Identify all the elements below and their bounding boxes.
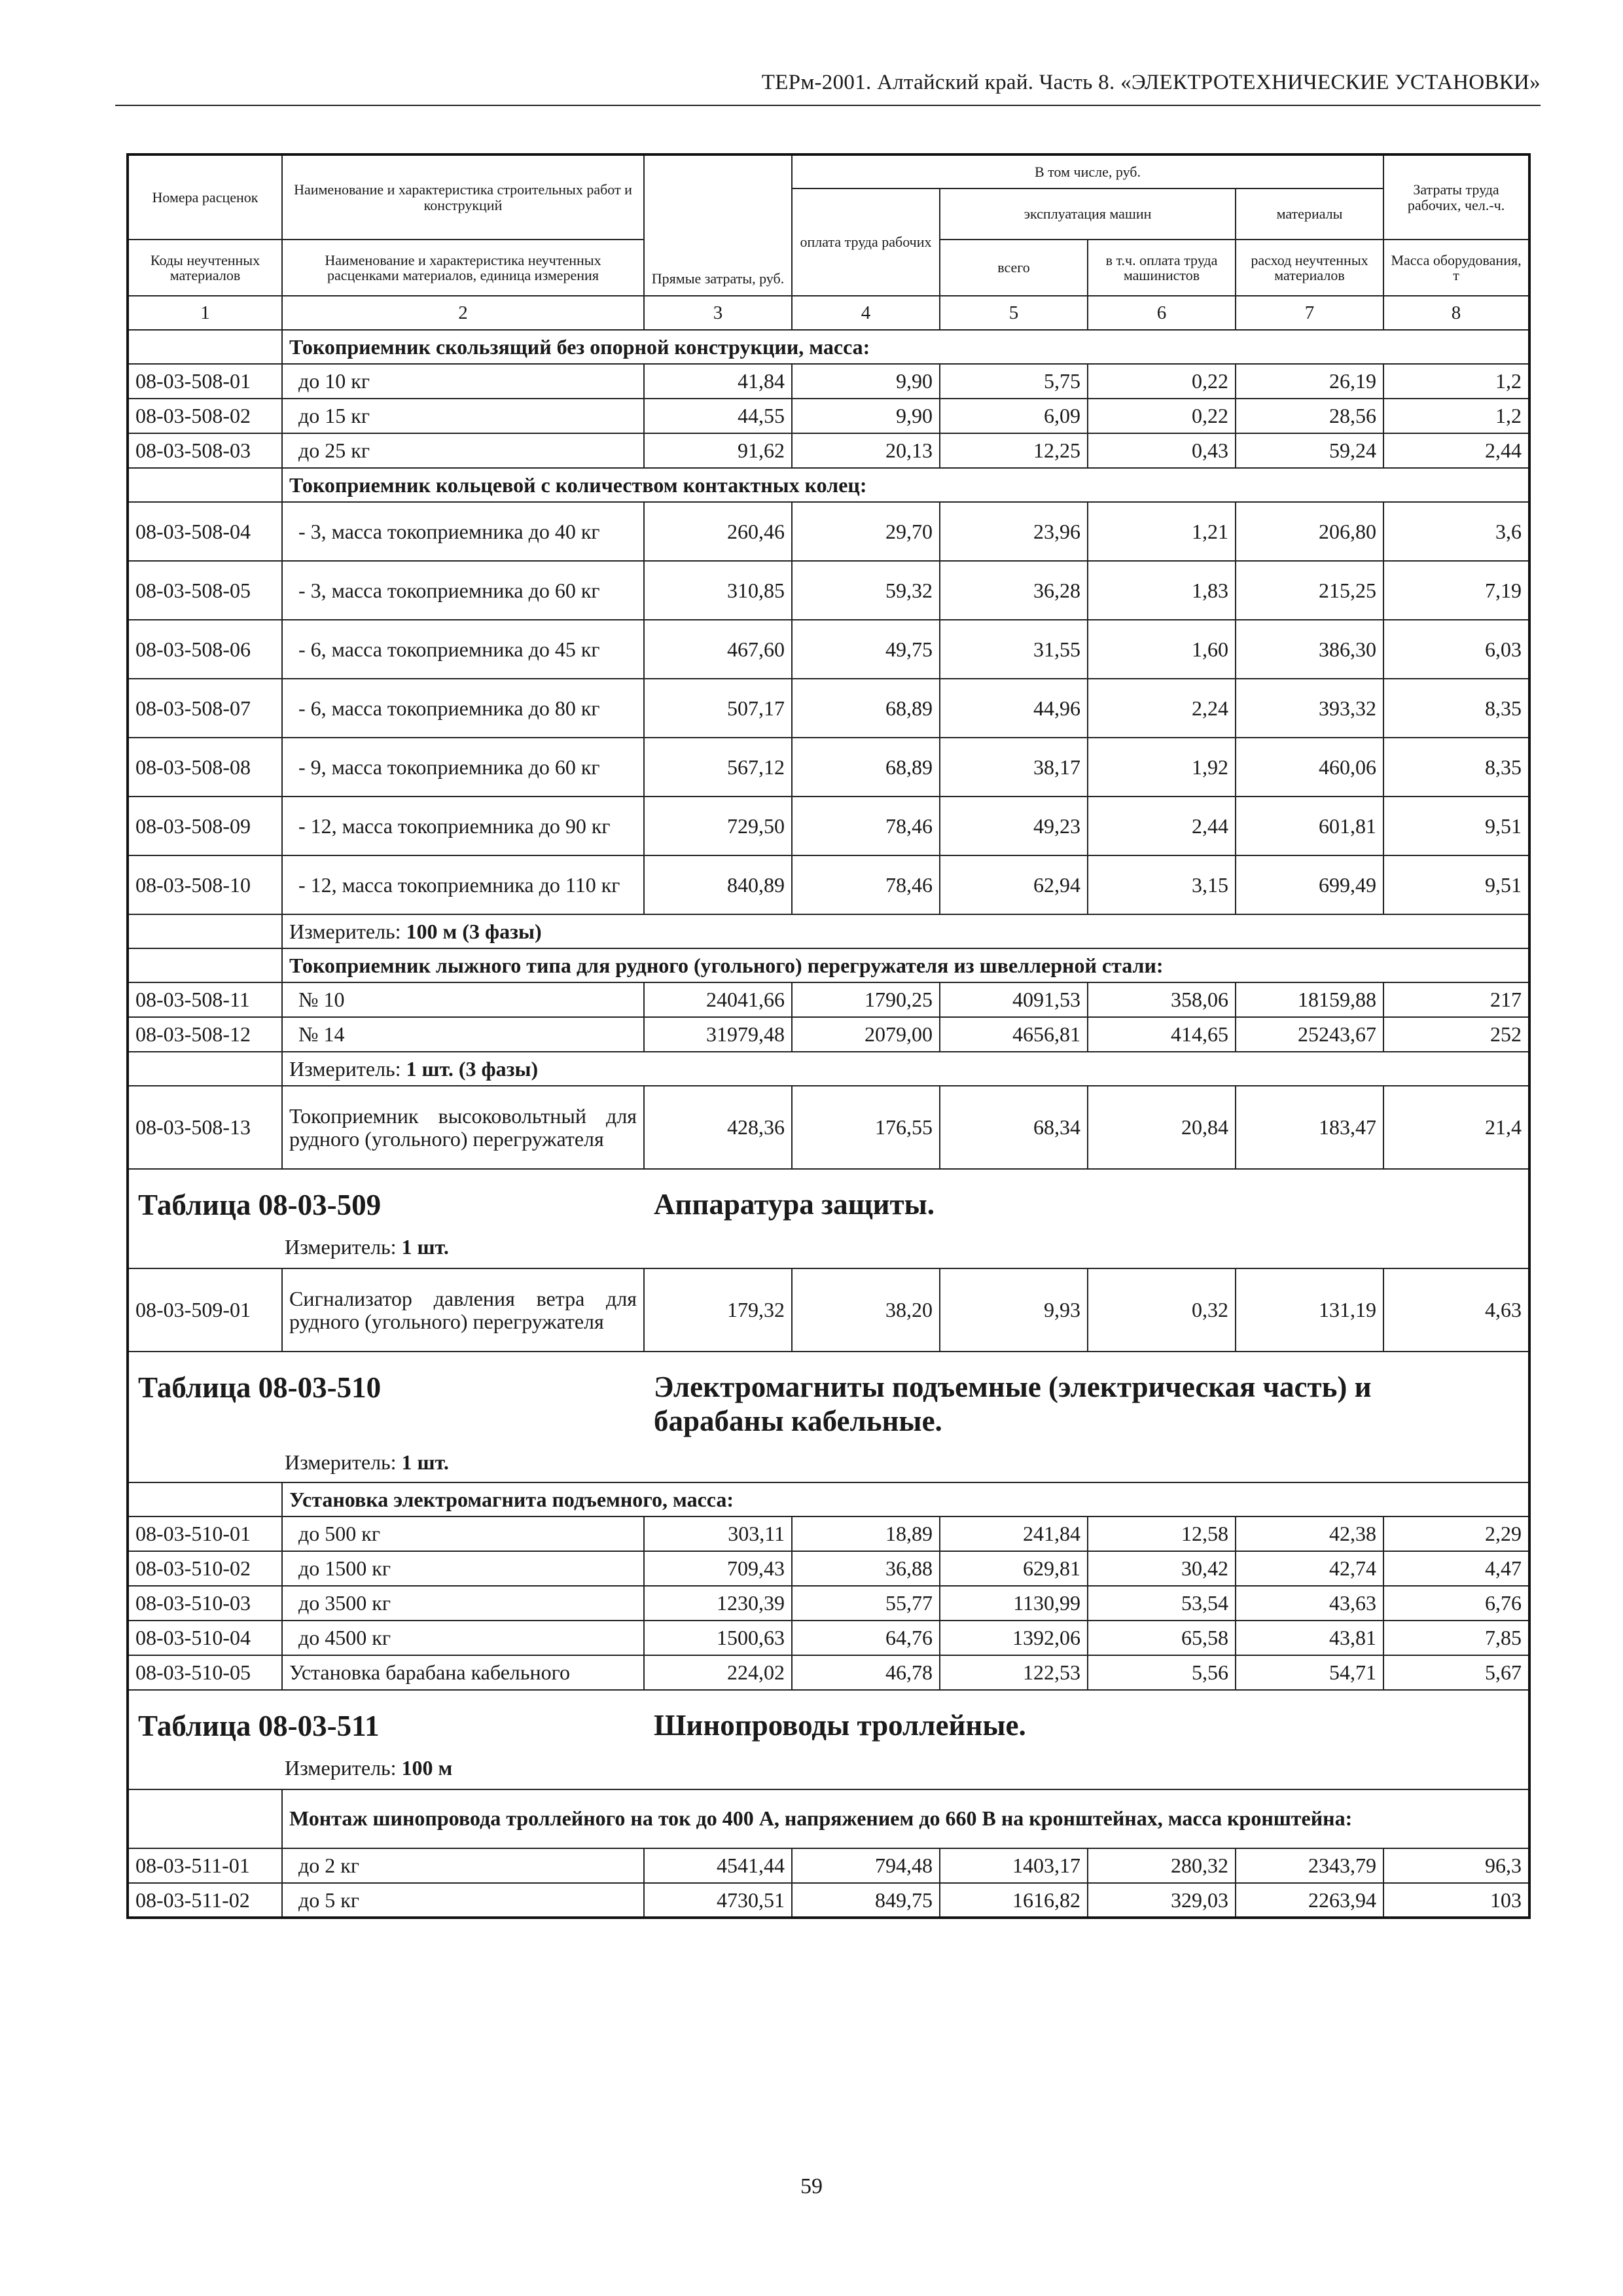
labor-cost: 20,13: [792, 433, 940, 468]
rate-code: 08-03-508-11: [128, 982, 282, 1017]
materials-cost: 183,47: [1236, 1086, 1383, 1169]
rate-code: 08-03-510-05: [128, 1655, 282, 1690]
rate-name: до 2 кг: [282, 1848, 644, 1883]
table-row: [128, 1551, 1529, 1586]
labor-hours: 8,35: [1383, 679, 1529, 738]
header-col5: всего: [940, 240, 1088, 296]
machine-cost: 629,81: [940, 1551, 1088, 1586]
labor-hours: 9,51: [1383, 797, 1529, 855]
machine-cost: 122,53: [940, 1655, 1088, 1690]
header-col8-bottom: Масса оборудования, т: [1383, 240, 1529, 296]
section-row: [128, 948, 1529, 982]
materials-cost: 206,80: [1236, 502, 1383, 561]
labor-cost: 38,20: [792, 1268, 940, 1352]
table-title: Шинопроводы троллейные.: [654, 1709, 1026, 1742]
rate-code: 08-03-510-01: [128, 1516, 282, 1551]
rate-name: - 3, масса токоприемника до 40 кг: [282, 502, 644, 561]
rate-name: - 12, масса токоприемника до 110 кг: [282, 855, 644, 914]
header-col7: расход неучтенных материалов: [1236, 240, 1383, 296]
table-row: [128, 1586, 1529, 1621]
machine-cost: 44,96: [940, 679, 1088, 738]
machinist-cost: 65,58: [1088, 1621, 1236, 1655]
materials-cost: 393,32: [1236, 679, 1383, 738]
rate-name: - 6, масса токоприемника до 80 кг: [282, 679, 644, 738]
rate-name: до 25 кг: [282, 433, 644, 468]
labor-cost: 78,46: [792, 797, 940, 855]
rate-name: - 3, масса токоприемника до 60 кг: [282, 561, 644, 620]
rate-name: до 5 кг: [282, 1883, 644, 1918]
direct-cost: 31979,48: [644, 1017, 792, 1052]
meter-label: Измеритель:: [285, 1235, 397, 1259]
table-row: [128, 1848, 1529, 1883]
rate-code: 08-03-508-05: [128, 561, 282, 620]
machinist-cost: 1,60: [1088, 620, 1236, 679]
labor-hours: 9,51: [1383, 855, 1529, 914]
materials-cost: 699,49: [1236, 855, 1383, 914]
direct-cost: 41,84: [644, 364, 792, 399]
machine-cost: 68,34: [940, 1086, 1088, 1169]
meter-value: 100 м: [401, 1756, 453, 1780]
labor-cost: 849,75: [792, 1883, 940, 1918]
meter-row: [128, 914, 1529, 948]
materials-cost: 460,06: [1236, 738, 1383, 797]
section-title: Токоприемник скользящий без опорной конструкции, масса:: [282, 330, 1529, 364]
section-row: [128, 1482, 1529, 1516]
header-machines: эксплуатация машин: [940, 188, 1236, 240]
machine-cost: 4656,81: [940, 1017, 1088, 1052]
table-row: [128, 502, 1529, 561]
table-row: [128, 738, 1529, 797]
meter-value: 100 м (3 фазы): [406, 919, 542, 943]
rate-name: до 4500 кг: [282, 1621, 644, 1655]
rate-name: - 6, масса токоприемника до 45 кг: [282, 620, 644, 679]
materials-cost: 42,38: [1236, 1516, 1383, 1551]
labor-cost: 18,89: [792, 1516, 940, 1551]
machine-cost: 1130,99: [940, 1586, 1088, 1621]
header-col3: Прямые затраты, руб.: [644, 154, 792, 296]
running-head: ТЕРм-2001. Алтайский край. Часть 8. «ЭЛЕКТРОТЕХНИЧЕСКИЕ УСТАНОВКИ»: [761, 71, 1541, 94]
labor-cost: 9,90: [792, 399, 940, 433]
direct-cost: 179,32: [644, 1268, 792, 1352]
section-title: Токоприемник лыжного типа для рудного (угольного) перегружателя из швеллерной стали:: [282, 948, 1529, 982]
rate-name: до 3500 кг: [282, 1586, 644, 1621]
labor-hours: 96,3: [1383, 1848, 1529, 1883]
machine-cost: 1616,82: [940, 1883, 1088, 1918]
direct-cost: 24041,66: [644, 982, 792, 1017]
direct-cost: 44,55: [644, 399, 792, 433]
rate-code: 08-03-508-09: [128, 797, 282, 855]
direct-cost: 467,60: [644, 620, 792, 679]
rate-name: № 14: [282, 1017, 644, 1052]
machinist-cost: 3,15: [1088, 855, 1236, 914]
column-number: 5: [940, 296, 1088, 330]
machine-cost: 23,96: [940, 502, 1088, 561]
direct-cost: 4730,51: [644, 1883, 792, 1918]
rate-code: 08-03-508-02: [128, 399, 282, 433]
machinist-cost: 5,56: [1088, 1655, 1236, 1690]
rate-code: 08-03-511-01: [128, 1848, 282, 1883]
rate-code: 08-03-508-12: [128, 1017, 282, 1052]
section-title: Токоприемник кольцевой с количеством контактных колец:: [282, 468, 1529, 502]
labor-cost: 1790,25: [792, 982, 940, 1017]
header-col1-bottom: Коды неучтенных материалов: [128, 240, 282, 296]
table-509-heading-row: [128, 1169, 1529, 1268]
meter-value: 1 шт.: [401, 1450, 449, 1474]
column-numbers-row: [128, 296, 1529, 330]
meter-value: 1 шт.: [401, 1235, 449, 1259]
section-row: [128, 468, 1529, 502]
rate-name: № 10: [282, 982, 644, 1017]
machine-cost: 9,93: [940, 1268, 1088, 1352]
labor-hours: 6,03: [1383, 620, 1529, 679]
direct-cost: 260,46: [644, 502, 792, 561]
meter-value: 1 шт. (3 фазы): [406, 1056, 539, 1081]
rate-name: Токоприемник высоковольтный для рудного (угольного) перегружателя: [282, 1086, 644, 1169]
table-row: [128, 1883, 1529, 1918]
machine-cost: 38,17: [940, 738, 1088, 797]
labor-cost: 64,76: [792, 1621, 940, 1655]
machine-cost: 62,94: [940, 855, 1088, 914]
machine-cost: 4091,53: [940, 982, 1088, 1017]
rate-code: 08-03-508-07: [128, 679, 282, 738]
labor-hours: 3,6: [1383, 502, 1529, 561]
direct-cost: 310,85: [644, 561, 792, 620]
rate-name: до 10 кг: [282, 364, 644, 399]
table-row: [128, 1655, 1529, 1690]
materials-cost: 601,81: [1236, 797, 1383, 855]
table-row: [128, 433, 1529, 468]
machinist-cost: 0,32: [1088, 1268, 1236, 1352]
machinist-cost: 20,84: [1088, 1086, 1236, 1169]
rates-table: [126, 153, 1531, 1919]
machinist-cost: 1,92: [1088, 738, 1236, 797]
labor-hours: 1,2: [1383, 399, 1529, 433]
table-row: [128, 1621, 1529, 1655]
rate-name: до 500 кг: [282, 1516, 644, 1551]
rate-code: 08-03-508-03: [128, 433, 282, 468]
rate-code: 08-03-508-13: [128, 1086, 282, 1169]
machinist-cost: 2,24: [1088, 679, 1236, 738]
table-row: [128, 561, 1529, 620]
rate-name: - 9, масса токоприемника до 60 кг: [282, 738, 644, 797]
section-row: [128, 1789, 1529, 1848]
section-title: Монтаж шинопровода троллейного на ток до 400 А, напряжением до 660 В на кронштейнах, масса кронштейна:: [282, 1789, 1529, 1848]
machine-cost: 49,23: [940, 797, 1088, 855]
machinist-cost: 1,83: [1088, 561, 1236, 620]
direct-cost: 224,02: [644, 1655, 792, 1690]
table-row: [128, 982, 1529, 1017]
materials-cost: 18159,88: [1236, 982, 1383, 1017]
labor-hours: 7,19: [1383, 561, 1529, 620]
labor-hours: 8,35: [1383, 738, 1529, 797]
section-row: [128, 330, 1529, 364]
labor-cost: 55,77: [792, 1586, 940, 1621]
meter-row: [128, 1052, 1529, 1086]
labor-hours: 7,85: [1383, 1621, 1529, 1655]
labor-cost: 68,89: [792, 679, 940, 738]
rate-code: 08-03-510-04: [128, 1621, 282, 1655]
header-col2-top: Наименование и характеристика строительных работ и конструкций: [282, 154, 644, 240]
direct-cost: 729,50: [644, 797, 792, 855]
labor-cost: 68,89: [792, 738, 940, 797]
labor-hours: 103: [1383, 1883, 1529, 1918]
table-row: [128, 797, 1529, 855]
header-col6: в т.ч. оплата труда машинистов: [1088, 240, 1236, 296]
machinist-cost: 280,32: [1088, 1848, 1236, 1883]
machinist-cost: 1,21: [1088, 502, 1236, 561]
labor-hours: 1,2: [1383, 364, 1529, 399]
table-511-heading-row: [128, 1690, 1529, 1789]
column-number: 2: [282, 296, 644, 330]
rate-name: до 1500 кг: [282, 1551, 644, 1586]
table-number: Таблица 08-03-509: [138, 1189, 382, 1221]
meter-label: Измеритель:: [289, 1056, 401, 1081]
labor-hours: 4,47: [1383, 1551, 1529, 1586]
section-title: Установка электромагнита подъемного, масса:: [282, 1482, 1529, 1516]
materials-cost: 131,19: [1236, 1268, 1383, 1352]
rate-code: 08-03-510-03: [128, 1586, 282, 1621]
column-number: 6: [1088, 296, 1236, 330]
table-row: [128, 364, 1529, 399]
labor-cost: 176,55: [792, 1086, 940, 1169]
machine-cost: 6,09: [940, 399, 1088, 433]
materials-cost: 2343,79: [1236, 1848, 1383, 1883]
table-row: [128, 1017, 1529, 1052]
header-col8-top: Затраты труда рабочих, чел.-ч.: [1383, 154, 1529, 240]
direct-cost: 507,17: [644, 679, 792, 738]
machinist-cost: 414,65: [1088, 1017, 1236, 1052]
column-number: 8: [1383, 296, 1529, 330]
header-incl: В том числе, руб.: [792, 154, 1383, 188]
labor-hours: 5,67: [1383, 1655, 1529, 1690]
materials-cost: 43,63: [1236, 1586, 1383, 1621]
machinist-cost: 12,58: [1088, 1516, 1236, 1551]
header-rule: [115, 105, 1541, 106]
labor-cost: 78,46: [792, 855, 940, 914]
rate-name: до 15 кг: [282, 399, 644, 433]
materials-cost: 54,71: [1236, 1655, 1383, 1690]
machine-cost: 36,28: [940, 561, 1088, 620]
labor-hours: 2,29: [1383, 1516, 1529, 1551]
table-row: [128, 1086, 1529, 1169]
rate-code: 08-03-509-01: [128, 1268, 282, 1352]
labor-cost: 794,48: [792, 1848, 940, 1883]
table-title: Аппаратура защиты.: [654, 1188, 935, 1221]
labor-cost: 9,90: [792, 364, 940, 399]
rate-code: 08-03-508-01: [128, 364, 282, 399]
rate-code: 08-03-508-08: [128, 738, 282, 797]
materials-cost: 26,19: [1236, 364, 1383, 399]
materials-cost: 215,25: [1236, 561, 1383, 620]
page-number: 59: [800, 2174, 823, 2198]
table-number: Таблица 08-03-510: [138, 1371, 382, 1404]
header-materials: материалы: [1236, 188, 1383, 240]
rate-name: Сигнализатор давления ветра для рудного (угольного) перегружателя: [282, 1268, 644, 1352]
labor-cost: 2079,00: [792, 1017, 940, 1052]
machine-cost: 12,25: [940, 433, 1088, 468]
meter-label: Измеритель:: [285, 1756, 397, 1780]
rate-name: - 12, масса токоприемника до 90 кг: [282, 797, 644, 855]
rate-code: 08-03-508-06: [128, 620, 282, 679]
labor-cost: 49,75: [792, 620, 940, 679]
materials-cost: 28,56: [1236, 399, 1383, 433]
column-number: 7: [1236, 296, 1383, 330]
table-row: [128, 620, 1529, 679]
rate-name: Установка барабана кабельного: [282, 1655, 644, 1690]
materials-cost: 2263,94: [1236, 1883, 1383, 1918]
table-row: [128, 1516, 1529, 1551]
materials-cost: 386,30: [1236, 620, 1383, 679]
labor-hours: 2,44: [1383, 433, 1529, 468]
direct-cost: 428,36: [644, 1086, 792, 1169]
labor-cost: 36,88: [792, 1551, 940, 1586]
machinist-cost: 0,22: [1088, 364, 1236, 399]
machinist-cost: 358,06: [1088, 982, 1236, 1017]
materials-cost: 42,74: [1236, 1551, 1383, 1586]
labor-hours: 6,76: [1383, 1586, 1529, 1621]
table-number: Таблица 08-03-511: [138, 1710, 380, 1742]
labor-hours: 21,4: [1383, 1086, 1529, 1169]
labor-hours: 4,63: [1383, 1268, 1529, 1352]
rate-code: 08-03-508-04: [128, 502, 282, 561]
rate-code: 08-03-511-02: [128, 1883, 282, 1918]
machinist-cost: 329,03: [1088, 1883, 1236, 1918]
materials-cost: 43,81: [1236, 1621, 1383, 1655]
rate-code: 08-03-508-10: [128, 855, 282, 914]
direct-cost: 567,12: [644, 738, 792, 797]
machine-cost: 1392,06: [940, 1621, 1088, 1655]
table-row: [128, 399, 1529, 433]
direct-cost: 840,89: [644, 855, 792, 914]
machine-cost: 5,75: [940, 364, 1088, 399]
machine-cost: 31,55: [940, 620, 1088, 679]
machine-cost: 1403,17: [940, 1848, 1088, 1883]
materials-cost: 59,24: [1236, 433, 1383, 468]
labor-cost: 29,70: [792, 502, 940, 561]
header-col4: оплата труда рабочих: [792, 188, 940, 296]
column-number: 1: [128, 296, 282, 330]
rate-code: 08-03-510-02: [128, 1551, 282, 1586]
header-col1-top: Номера расценок: [128, 154, 282, 240]
table-row: [128, 1268, 1529, 1352]
table-row: [128, 855, 1529, 914]
materials-cost: 25243,67: [1236, 1017, 1383, 1052]
labor-cost: 46,78: [792, 1655, 940, 1690]
direct-cost: 91,62: [644, 433, 792, 468]
labor-hours: 252: [1383, 1017, 1529, 1052]
meter-label: Измеритель:: [285, 1450, 397, 1474]
direct-cost: 1500,63: [644, 1621, 792, 1655]
direct-cost: 709,43: [644, 1551, 792, 1586]
labor-cost: 59,32: [792, 561, 940, 620]
machinist-cost: 53,54: [1088, 1586, 1236, 1621]
meter-label: Измеритель:: [289, 919, 401, 943]
direct-cost: 303,11: [644, 1516, 792, 1551]
column-number: 3: [644, 296, 792, 330]
machinist-cost: 0,43: [1088, 433, 1236, 468]
column-number: 4: [792, 296, 940, 330]
table-row: [128, 679, 1529, 738]
table-title: Электромагниты подъемные (электрическая часть) и барабаны кабельные.: [654, 1371, 1372, 1437]
machinist-cost: 0,22: [1088, 399, 1236, 433]
machinist-cost: 2,44: [1088, 797, 1236, 855]
labor-hours: 217: [1383, 982, 1529, 1017]
table-510-heading-row: [128, 1352, 1529, 1482]
direct-cost: 4541,44: [644, 1848, 792, 1883]
machine-cost: 241,84: [940, 1516, 1088, 1551]
direct-cost: 1230,39: [644, 1586, 792, 1621]
machinist-cost: 30,42: [1088, 1551, 1236, 1586]
header-col2-bottom: Наименование и характеристика неучтенных расценками материалов, единица измерения: [282, 240, 644, 296]
